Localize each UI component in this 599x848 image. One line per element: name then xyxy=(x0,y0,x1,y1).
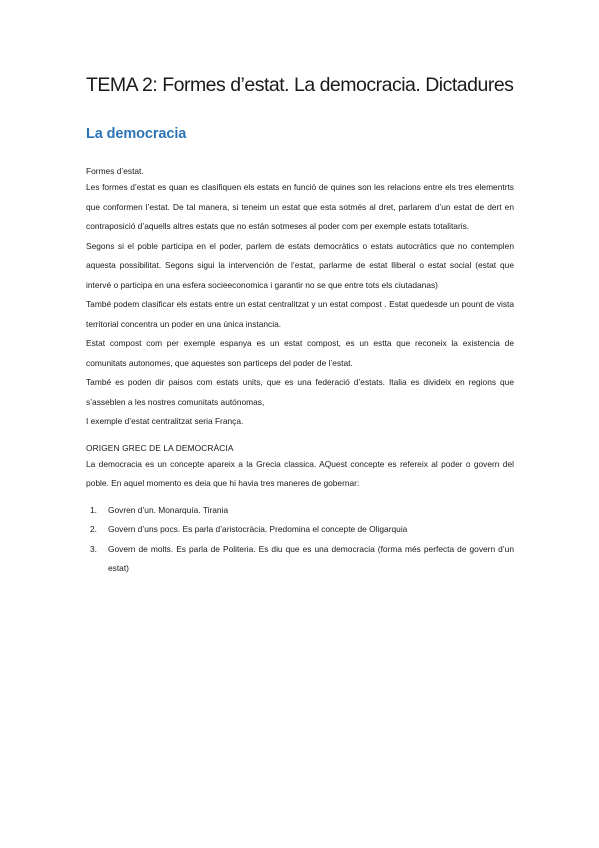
list-item-number: 2. xyxy=(90,524,97,534)
list-item xyxy=(86,540,514,579)
document-title: TEMA 2: Formes d’estat. La democracia. Dictadures xyxy=(86,74,514,96)
paragraph: I exemple d’estat centralitzat seria França. xyxy=(86,416,244,426)
paragraph: També podem clasificar els estats entre un estat centralitzat y un estat compost . Estat quedesde un pount de vista territorial concentra un poder en una única instancia. xyxy=(86,299,514,329)
list-item-number: 1. xyxy=(90,504,97,515)
paragraph: Segons si el poble participa en el poder, parlem de estats democràtics o estats autocràtics que no contemplen aquesta possibilitat. Segons sigui la intervención de l’estat, parlarme de estat lliberal o estat social (estat que intervé o participa en una esfera socieeconomica i garantir no se que entre tots els ciutadanas) xyxy=(86,240,514,290)
section-heading-origen-grec: ORIGEN GREC DE LA DEMOCRÀCIA xyxy=(86,442,234,453)
section-title-democracia: La democracia xyxy=(86,126,187,142)
list-item-text: Govern de molts. Es parla de Politeria. Es diu que es una democracia (forma més perfecta de govern d’un estat) xyxy=(108,543,514,573)
list-item xyxy=(86,501,514,521)
paragraph: Les formes d’estat es quan es clasifiquen els estats en funció de quines son les relacions entre els tres elementrts que conformen l’estat. De tal manera, si teneim un estat que esta sotmés al dret, parlarem d’un estat de dert en contraposició d’aquells altres estats que no están sotmeses al poder com per exemple estats totalitaris. xyxy=(86,182,514,231)
list-item-number: 3. xyxy=(90,543,97,554)
list-item-text: Govern d’uns pocs. Es parla d’aristocràcia. Predomina el concepte de Oligarquia xyxy=(108,524,408,534)
list-item xyxy=(86,520,514,540)
paragraph: També es poden dir paisos com estats units, que es una federació d’estats. Italia es divideix en regions que s’asseblen a les nostres comunitats autónomas, xyxy=(86,377,514,407)
subheading-formes-estat: Formes d’estat. xyxy=(86,166,144,176)
list-item-text: Govren d’un. Monarquía. Tirania xyxy=(108,504,229,515)
government-forms-list xyxy=(86,501,514,579)
paragraph: La democracia es un concepte apareix a la Grecia classica. AQuest concepte es refereix al poder o govern del poble. En aquel momento es deia que hi havia tres maneres de gobernar: xyxy=(86,458,514,488)
document-body xyxy=(86,72,514,579)
paragraph: Estat compost com per exemple espanya es un estat compost, es un estta que reconeix la existencia de comunitats autonomes, que aquestes son particeps del poder de l’estat. xyxy=(86,338,514,368)
